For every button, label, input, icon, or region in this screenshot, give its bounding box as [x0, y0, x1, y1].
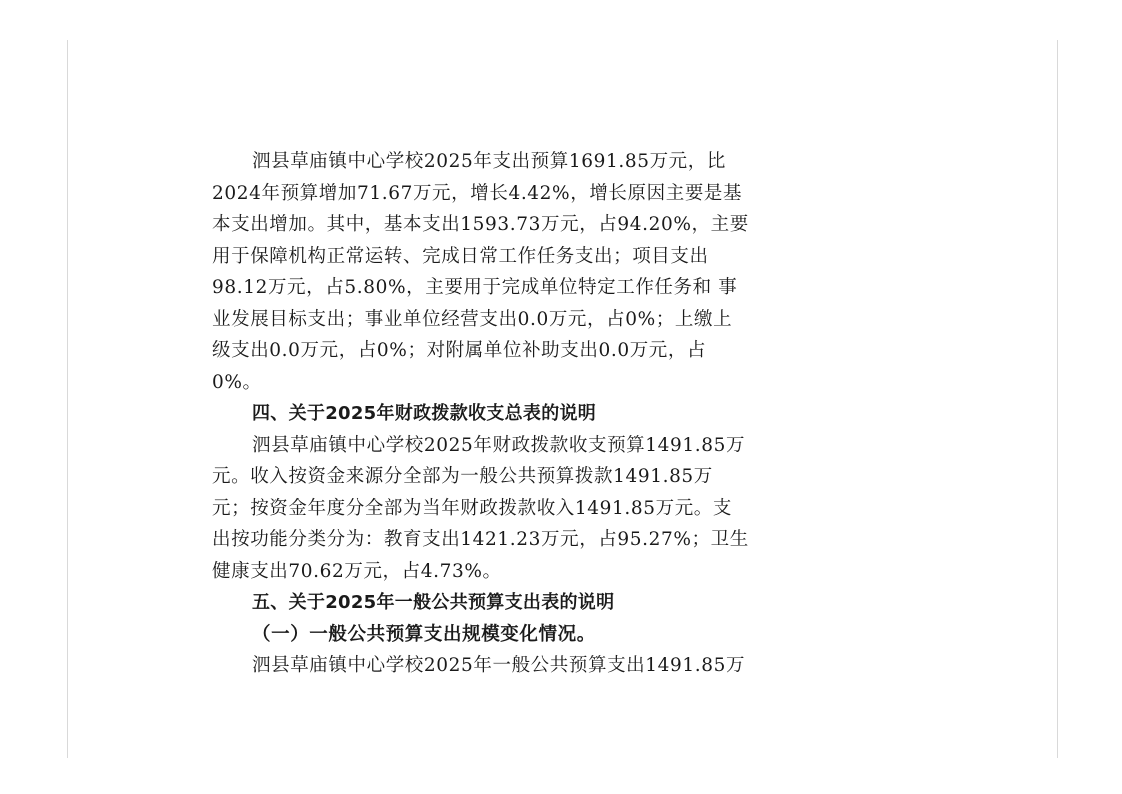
text-line: 级支出0.0万元，占0%；对附属单位补助支出0.0万元，占 — [212, 340, 707, 361]
text-line: 2024年预算增加71.67万元，增长4.42%，增长原因主要是基 — [212, 182, 743, 204]
text-line: 健康支出70.62万元，占4.73%。 — [212, 560, 502, 582]
text-line: 0%。 — [212, 371, 262, 393]
text-line: 业发展目标支出；事业单位经营支出0.0万元，占0%；上缴上 — [212, 308, 733, 330]
page-right-edge — [1057, 40, 1058, 758]
text-line: 泗县草庙镇中心学校2025年支出预算1691.85万元，比 — [252, 151, 726, 172]
paragraph-expenditure-budget — [212, 146, 792, 398]
text-line: 本支出增加。其中，基本支出1593.73万元，占94.20%，主要 — [212, 214, 749, 235]
document-page — [68, 40, 1057, 758]
subsection-heading-1: （一）一般公共预算支出规模变化情况。 — [252, 623, 596, 645]
text-line-partial: 泗县草庙镇中心学校2025年一般公共预算支出1491.85万 — [252, 655, 746, 676]
paragraph-fiscal-appropriation — [212, 430, 792, 588]
text-line: 用于保障机构正常运转、完成日常工作任务支出；项目支出 — [212, 245, 709, 267]
text-line: 98.12万元，占5.80%，主要用于完成单位特定工作任务和 事 — [212, 277, 738, 298]
text-line: 元；按资金年度分全部为当年财政拨款收入1491.85万元。支 — [212, 497, 733, 519]
section-heading-4: 四、关于2025年财政拨款收支总表的说明 — [252, 403, 597, 424]
text-line: 元。收入按资金来源分全部为一般公共预算拨款1491.85万 — [212, 466, 713, 487]
text-line: 泗县草庙镇中心学校2025年财政拨款收支预算1491.85万 — [252, 434, 746, 456]
section-heading-5: 五、关于2025年一般公共预算支出表的说明 — [252, 592, 615, 613]
page-body — [212, 146, 792, 682]
text-line: 出按功能分类分为：教育支出1421.23万元，占95.27%；卫生 — [212, 529, 749, 550]
